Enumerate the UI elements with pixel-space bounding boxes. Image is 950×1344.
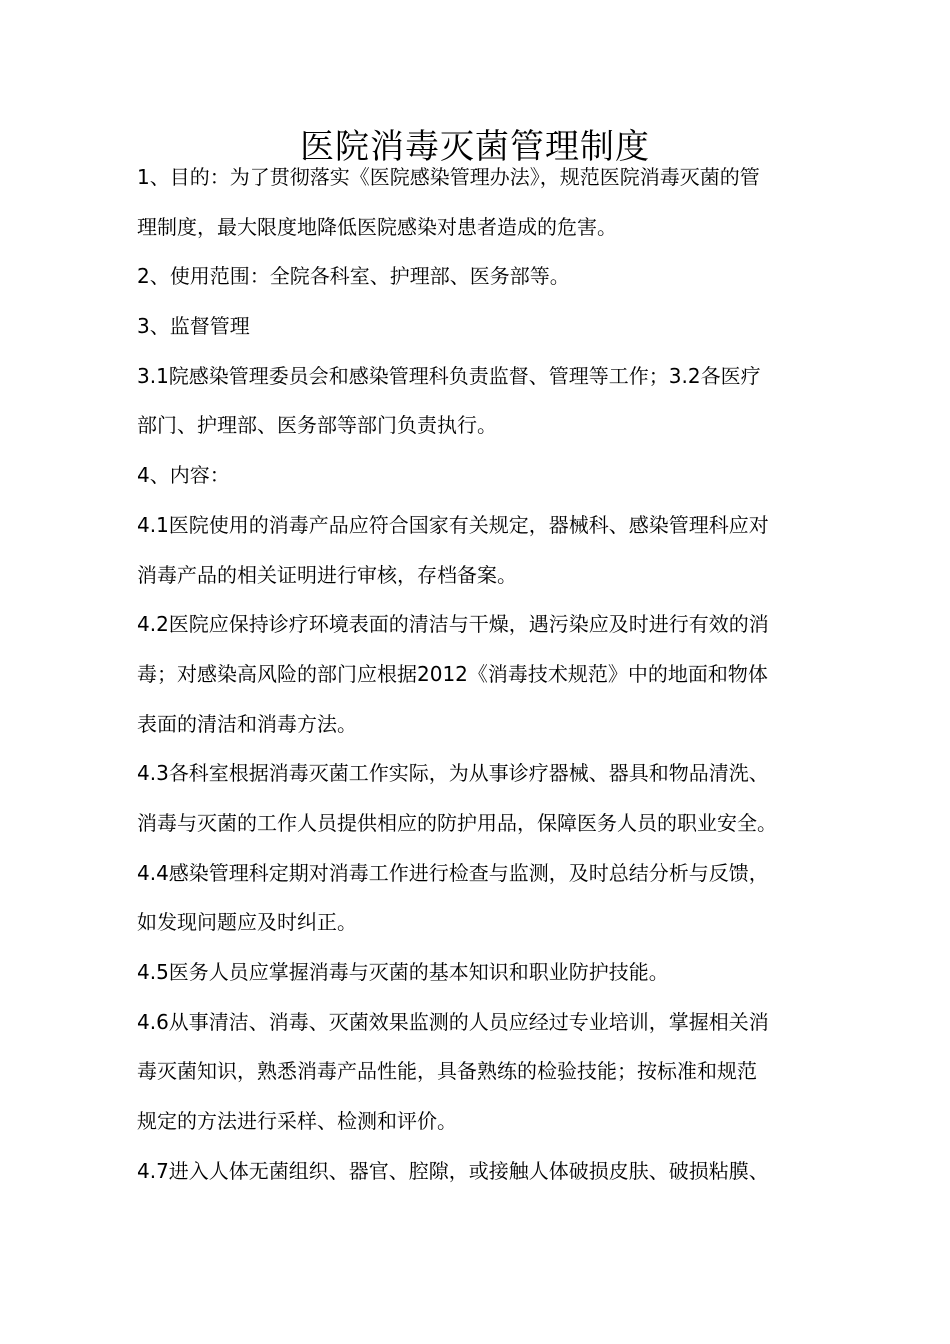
text-line: 理制度，最大限度地降低医院感染对患者造成的危害。 [137,214,617,239]
text-line: 4、内容： [137,463,230,488]
text-line: 4.7进入人体无菌组织、器官、腔隙，或接触人体破损皮肤、破损粘膜、 [137,1158,769,1183]
text-line: 4.4感染管理科定期对消毒工作进行检查与监测，及时总结分析与反馈， [137,860,769,885]
text-line: 消毒与灭菌的工作人员提供相应的防护用品，保障医务人员的职业安全。 [137,810,777,835]
text-line: 毒灭菌知识，熟悉消毒产品性能，具备熟练的检验技能；按标准和规范 [137,1059,757,1084]
text-line: 3、监督管理 [137,314,250,339]
text-line: 4.2医院应保持诊疗环境表面的清洁与干燥，遇污染应及时进行有效的消 [137,612,769,637]
text-line: 部门、护理部、医务部等部门负责执行。 [137,413,497,438]
text-line: 4.5医务人员应掌握消毒与灭菌的基本知识和职业防护技能。 [137,960,669,984]
page-title: 医院消毒灭菌管理制度 [300,126,650,167]
text-line: 表面的清洁和消毒方法。 [137,711,357,736]
text-line: 4.1医院使用的消毒产品应符合国家有关规定，器械科、感染管理科应对 [137,512,769,537]
text-line: 如发现问题应及时纠正。 [137,910,357,935]
text-line: 1、目的：为了贯彻落实《医院感染管理办法》，规范医院消毒灭菌的管 [137,165,760,189]
text-line: 4.6从事清洁、消毒、灭菌效果监测的人员应经过专业培训，掌握相关消 [137,1009,769,1034]
text-line: 2、使用范围：全院各科室、护理部、医务部等。 [137,264,570,289]
text-line: 毒；对感染高风险的部门应根据2012《消毒技术规范》中的地面和物体 [137,661,768,686]
text-line: 规定的方法进行采样、检测和评价。 [137,1109,457,1134]
text-line: 消毒产品的相关证明进行审核，存档备案。 [137,562,517,587]
text-line: 4.3各科室根据消毒灭菌工作实际，为从事诊疗器械、器具和物品清洗、 [137,761,769,786]
text-line: 3.1院感染管理委员会和感染管理科负责监督、管理等工作；3.2各医疗 [137,363,761,388]
document-body [137,153,817,1196]
